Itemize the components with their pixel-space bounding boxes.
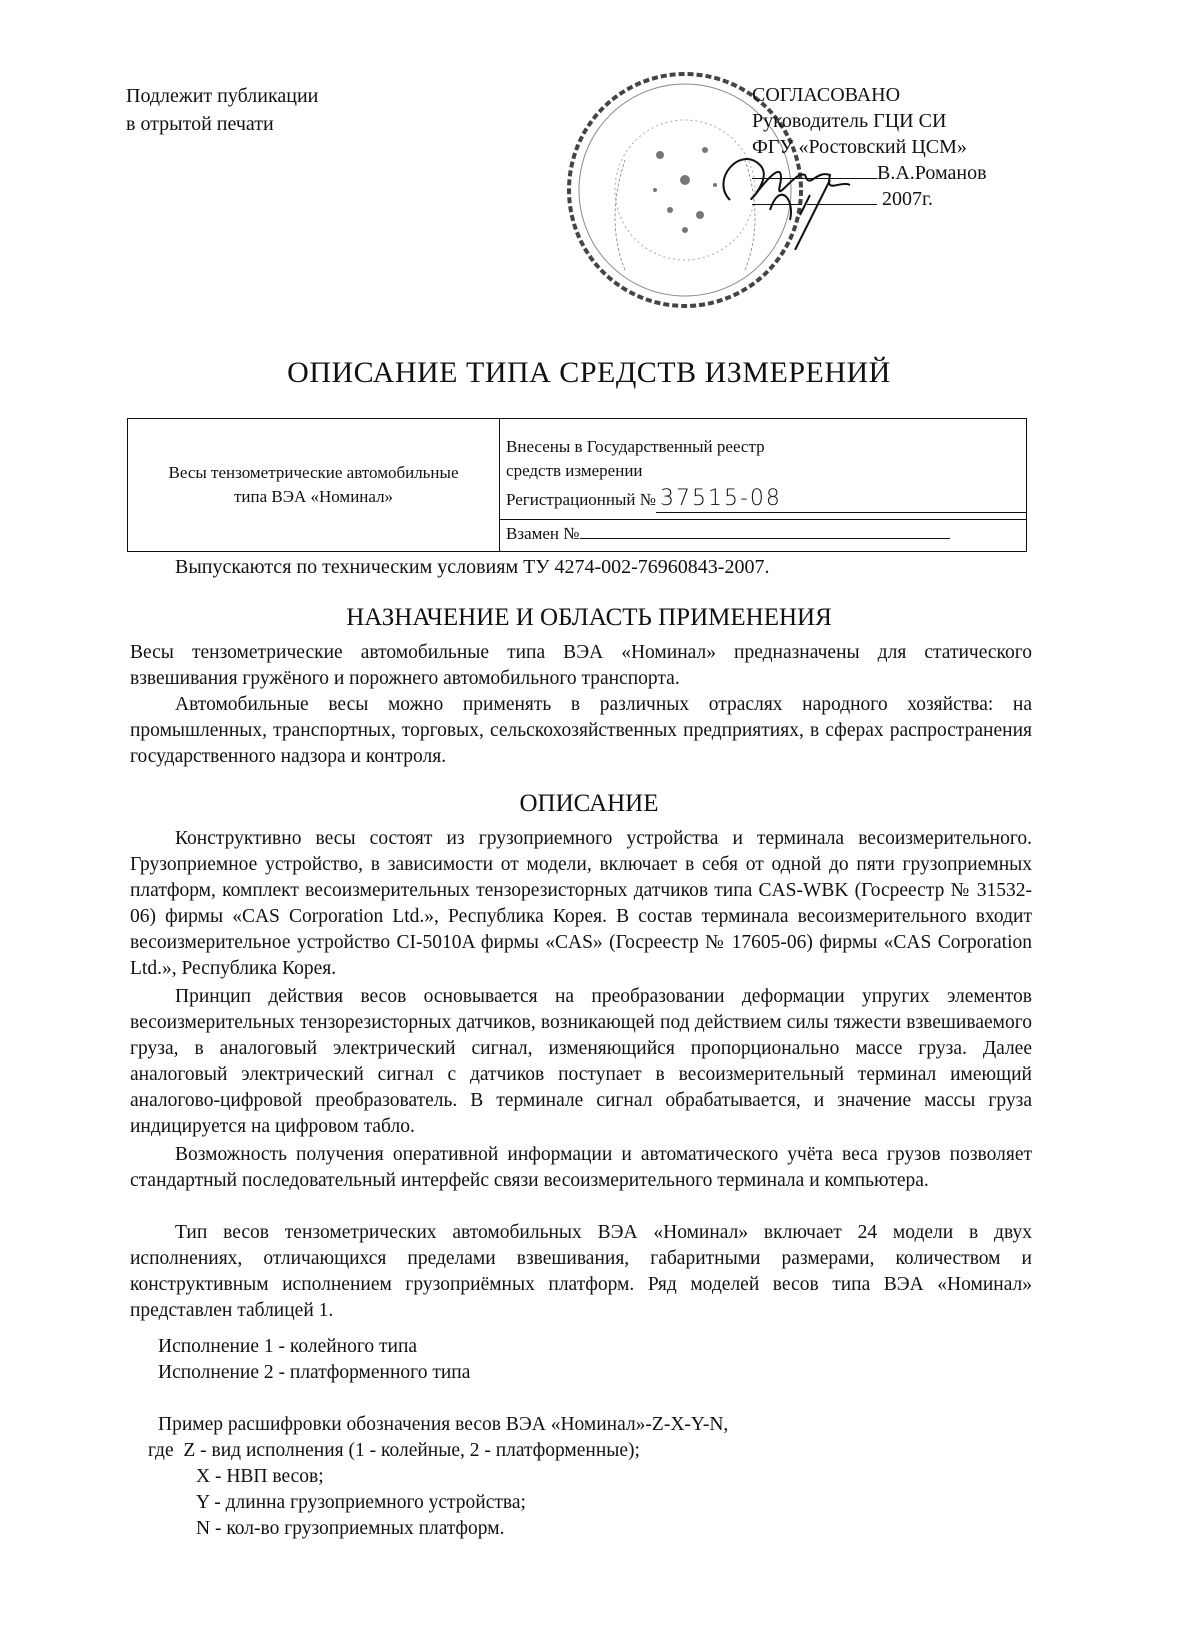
publication-note-line-2: в отрытой печати: [126, 113, 274, 135]
decoding-item: Y - длинна грузоприемного устройства;: [196, 1492, 526, 1513]
decoding-item: X - НВП весов;: [196, 1466, 324, 1487]
registry-line-1: Внесены в Государственный реестр: [506, 436, 765, 456]
device-name-cell: [128, 419, 500, 552]
publication-note-line-1: Подлежит публикации: [126, 85, 319, 107]
replace-value: [580, 538, 950, 539]
approval-organization: ФГУ «Ростовский ЦСМ»: [752, 136, 967, 158]
variant-item: Исполнение 1 - колейного типа: [158, 1336, 418, 1357]
description-paragraph-2: Принцип действия весов основывается на преобразовании деформации упругих элементов весоизмерительных тензорезисторных датчиков, возникающей под действием силы тяжести взвешиваемого груза, в аналоговый электрический сигнал, изменяющийся пропорционально массе груза. Далее аналоговый электрический сигнал с датчиков поступает в весоизмерительный терминал имеющий аналогово-цифровой преобразователь. В терминале сигнал обрабатывается, и значение массы груза индицируется на цифровом табло.: [130, 986, 1032, 1137]
decoding-item: N - кол-во грузоприемных платформ.: [196, 1518, 505, 1539]
device-name-line-1: Весы тензометрические автомобильные: [168, 463, 459, 482]
section-heading-purpose: НАЗНАЧЕНИЕ И ОБЛАСТЬ ПРИМЕНЕНИЯ: [346, 604, 832, 631]
registry-line-2: средств измерении: [506, 460, 643, 480]
approval-label: СОГЛАСОВАНО: [752, 84, 901, 106]
device-name-line-2: типа ВЭА «Номинал»: [233, 487, 394, 506]
publication-note: [126, 82, 318, 138]
registry-info-cell: [500, 419, 1027, 552]
decoding-block: [148, 1412, 729, 1542]
section-heading-description: ОПИСАНИЕ: [519, 790, 659, 817]
approval-year: 2007г.: [882, 188, 933, 210]
variant-item: Исполнение 2 - платформенного типа: [158, 1362, 471, 1383]
reg-number-value: 37515-08: [660, 485, 782, 511]
reg-number-label: Регистрационный №: [506, 489, 656, 509]
technical-conditions: Выпускаются по техническим условиям ТУ 4274-002-76960843-2007.: [175, 556, 770, 578]
description-paragraph-4: Тип весов тензометрических автомобильных ВЭА «Номинал» включает 24 модели в двух исполнениях, отличающихся пределами взвешивания, габаритными размерами, количеством и конструктивным исполнением грузоприёмных платформ. Ряд моделей весов типа ВЭА «Номинал» представлен таблицей 1.: [130, 1222, 1032, 1321]
description-paragraph-3: Возможность получения оперативной информации и автоматического учёта веса грузов позволяет стандартный последовательный интерфейс связи весоизмерительного терминала и компьютера.: [130, 1144, 1032, 1191]
approval-signatory: В.А.Романов: [877, 162, 987, 184]
approval-position: Руководитель ГЦИ СИ: [752, 110, 947, 132]
decoding-where: где Z - вид исполнения (1 - колейные, 2 - платформенные);: [148, 1440, 640, 1461]
page-title: ОПИСАНИЕ ТИПА СРЕДСТВ ИЗМЕРЕНИЙ: [287, 356, 891, 389]
variants-list: [158, 1334, 470, 1386]
description-paragraph-1: Конструктивно весы состоят из грузоприемного устройства и терминала весоизмерительного. Грузоприемное устройство, в зависимости от модели, включает в себя от одной до пяти грузоприемных платформ, комплект весоизмерительных тензорезисторных датчиков типа CAS-WBK (Госреестр № 31532-06) фирмы «CAS Corporation Ltd.», Республика Корея. В состав терминала весоизмерительного входит весоизмерительное устройство CI-5010A фирмы «CAS» (Госреестр № 17605-06) фирмы «CAS Corporation Ltd.», Республика Корея.: [130, 828, 1032, 979]
purpose-paragraph-2: Автомобильные весы можно применять в различных отраслях народного хозяйства: на промышленных, транспортных, торговых, сельскохозяйственных предприятиях, в сферах распространения государственного надзора и контроля.: [130, 694, 1032, 767]
registry-table: [127, 418, 1027, 552]
signature-icon: [700, 140, 900, 250]
replace-label: Взамен №: [506, 523, 580, 543]
purpose-paragraph-1: Весы тензометрические автомобильные типа ВЭА «Номинал» предназначены для статического взвешивания гружёного и порожнего автомобильного транспорта.: [130, 642, 1032, 689]
decoding-intro: Пример расшифровки обозначения весов ВЭА «Номинал»-Z-X-Y-N,: [158, 1414, 729, 1435]
